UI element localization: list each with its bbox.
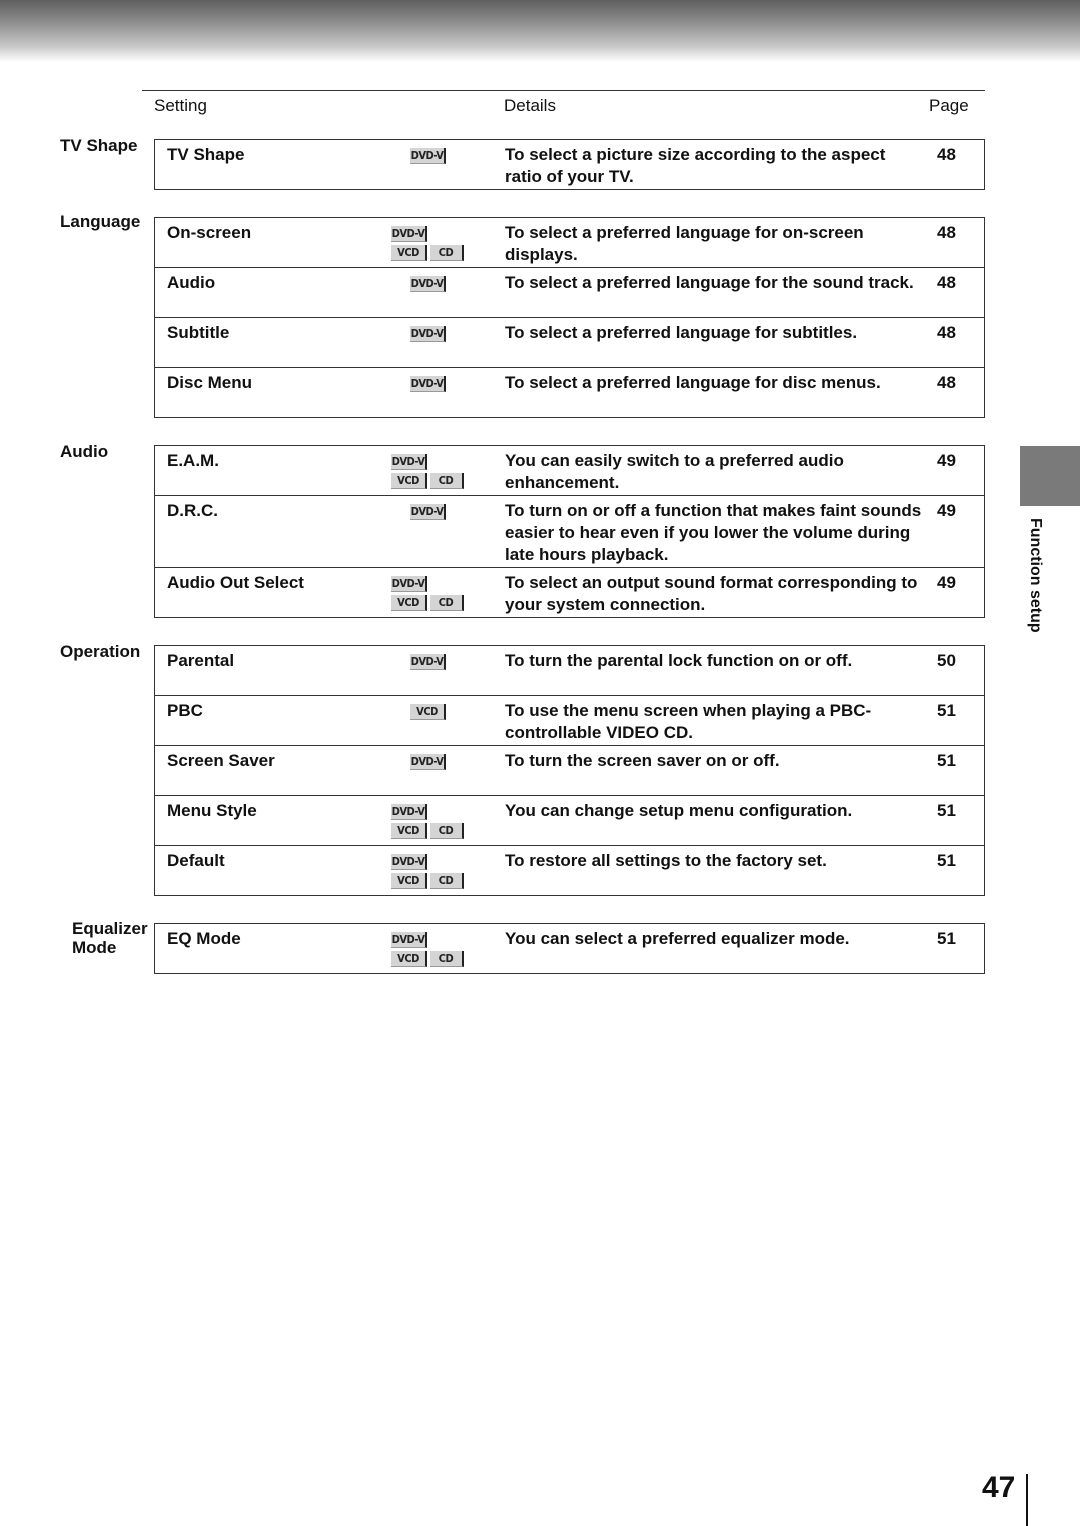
dvd-v-badge-icon: DVD-V bbox=[391, 226, 427, 242]
dvd-v-badge-icon: DVD-V bbox=[391, 804, 427, 820]
setting-detail: You can change setup menu configuration. bbox=[505, 801, 853, 820]
setting-detail: To turn the parental lock function on or off. bbox=[505, 651, 853, 670]
disc-badges bbox=[391, 704, 466, 744]
disc-badges bbox=[391, 654, 466, 694]
page-ref: 48 bbox=[937, 223, 956, 242]
setting-detail: You can easily switch to a preferred audio enhancement. bbox=[505, 451, 844, 492]
disc-badges bbox=[391, 276, 466, 316]
section-label-equalizer-line2: Mode bbox=[72, 938, 117, 957]
setting-name: Disc Menu bbox=[167, 373, 253, 392]
setting-name: Parental bbox=[167, 651, 235, 670]
section-label-tv-shape: TV Shape bbox=[60, 136, 138, 155]
section-label-equalizer-line1: Equalizer bbox=[72, 919, 148, 938]
disc-badges bbox=[391, 854, 466, 894]
column-header-setting: Setting bbox=[154, 96, 207, 115]
table-row bbox=[155, 446, 984, 495]
table-row bbox=[155, 495, 984, 567]
page-number: 47 bbox=[982, 1471, 1016, 1504]
page-ref: 48 bbox=[937, 145, 956, 164]
cd-badge-icon: CD bbox=[430, 595, 464, 611]
page-ref: 49 bbox=[937, 451, 956, 470]
dvd-v-badge-icon: DVD-V bbox=[410, 654, 446, 670]
column-header-details: Details bbox=[504, 96, 556, 115]
dvd-v-badge-icon: DVD-V bbox=[391, 576, 427, 592]
disc-badges bbox=[391, 576, 466, 616]
setting-detail: To select a picture size according to the aspect ratio of your TV. bbox=[505, 145, 886, 186]
page-ref: 50 bbox=[937, 651, 956, 670]
section-tab-marker bbox=[1020, 446, 1080, 506]
vcd-badge-icon: VCD bbox=[410, 704, 446, 720]
setting-detail: To select a preferred language for disc menus. bbox=[505, 373, 881, 392]
page-ref: 49 bbox=[937, 501, 956, 520]
table-row bbox=[155, 317, 984, 367]
page-ref: 48 bbox=[937, 273, 956, 292]
vcd-badge-icon: VCD bbox=[391, 473, 427, 489]
page-ref: 51 bbox=[937, 851, 956, 870]
disc-badges bbox=[391, 326, 466, 366]
setting-detail: To select a preferred language for the sound track. bbox=[505, 273, 914, 292]
setting-name: Screen Saver bbox=[167, 751, 275, 770]
setting-detail: To restore all settings to the factory set. bbox=[505, 851, 827, 870]
header-rule bbox=[142, 90, 985, 91]
setting-name: Audio Out Select bbox=[167, 573, 304, 592]
cd-badge-icon: CD bbox=[430, 873, 464, 889]
setting-detail: To use the menu screen when playing a PBC-controllable VIDEO CD. bbox=[505, 701, 872, 742]
table-row bbox=[155, 695, 984, 745]
section-table-tv-shape bbox=[154, 139, 985, 190]
setting-name: Subtitle bbox=[167, 323, 230, 342]
setting-detail: To select a preferred language for subtitles. bbox=[505, 323, 858, 342]
section-label-operation: Operation bbox=[60, 642, 141, 661]
setting-name: Audio bbox=[167, 273, 216, 292]
table-row bbox=[155, 845, 984, 895]
disc-badges bbox=[391, 804, 466, 844]
vcd-badge-icon: VCD bbox=[391, 823, 427, 839]
table-row bbox=[155, 795, 984, 845]
page-ref: 51 bbox=[937, 929, 956, 948]
vcd-badge-icon: VCD bbox=[391, 595, 427, 611]
dvd-v-badge-icon: DVD-V bbox=[391, 932, 427, 948]
setting-name: Menu Style bbox=[167, 801, 257, 820]
setting-name: On-screen bbox=[167, 223, 252, 242]
setting-detail: To select an output sound format corresponding to your system connection. bbox=[505, 573, 918, 614]
section-label-audio: Audio bbox=[60, 442, 109, 461]
table-row bbox=[155, 140, 984, 189]
disc-badges bbox=[391, 932, 466, 972]
setting-name: E.A.M. bbox=[167, 451, 219, 470]
disc-badges bbox=[391, 376, 466, 416]
cd-badge-icon: CD bbox=[430, 951, 464, 967]
page-number-rule bbox=[1026, 1474, 1028, 1526]
page-ref: 49 bbox=[937, 573, 956, 592]
page-ref: 48 bbox=[937, 323, 956, 342]
vcd-badge-icon: VCD bbox=[391, 873, 427, 889]
setting-name: D.R.C. bbox=[167, 501, 218, 520]
setting-name: Default bbox=[167, 851, 225, 870]
table-row bbox=[155, 745, 984, 795]
setting-name: PBC bbox=[167, 701, 203, 720]
dvd-v-badge-icon: DVD-V bbox=[410, 326, 446, 342]
section-table-operation bbox=[154, 645, 985, 896]
section-table-audio bbox=[154, 445, 985, 618]
dvd-v-badge-icon: DVD-V bbox=[410, 754, 446, 770]
table-row bbox=[155, 924, 984, 973]
section-label-language: Language bbox=[60, 212, 141, 231]
cd-badge-icon: CD bbox=[430, 823, 464, 839]
setting-detail: To turn on or off a function that makes faint sounds easier to hear even if you lower the volume during late hours playback. bbox=[505, 501, 922, 564]
section-table-language bbox=[154, 217, 985, 418]
table-row bbox=[155, 267, 984, 317]
dvd-v-badge-icon: DVD-V bbox=[391, 854, 427, 870]
page-ref: 51 bbox=[937, 701, 956, 720]
column-header-page: Page bbox=[929, 96, 969, 115]
disc-badges bbox=[391, 504, 466, 544]
disc-badges bbox=[391, 226, 466, 266]
cd-badge-icon: CD bbox=[430, 245, 464, 261]
dvd-v-badge-icon: DVD-V bbox=[410, 276, 446, 292]
setting-detail: You can select a preferred equalizer mode. bbox=[505, 929, 850, 948]
page-ref: 51 bbox=[937, 801, 956, 820]
table-row bbox=[155, 218, 984, 267]
table-row bbox=[155, 567, 984, 617]
page-ref: 48 bbox=[937, 373, 956, 392]
setting-name: TV Shape bbox=[167, 145, 245, 164]
dvd-v-badge-icon: DVD-V bbox=[410, 376, 446, 392]
cd-badge-icon: CD bbox=[430, 473, 464, 489]
page-ref: 51 bbox=[937, 751, 956, 770]
setting-name: EQ Mode bbox=[167, 929, 241, 948]
section-table-equalizer-mode bbox=[154, 923, 985, 974]
vcd-badge-icon: VCD bbox=[391, 245, 427, 261]
dvd-v-badge-icon: DVD-V bbox=[410, 504, 446, 520]
disc-badges bbox=[391, 454, 466, 494]
top-header-band bbox=[0, 0, 1080, 62]
table-row bbox=[155, 367, 984, 417]
setting-detail: To select a preferred language for on-screen displays. bbox=[505, 223, 864, 264]
dvd-v-badge-icon: DVD-V bbox=[391, 454, 427, 470]
table-row bbox=[155, 646, 984, 695]
dvd-v-badge-icon: DVD-V bbox=[410, 148, 446, 164]
setting-detail: To turn the screen saver on or off. bbox=[505, 751, 780, 770]
vcd-badge-icon: VCD bbox=[391, 951, 427, 967]
side-tab-label: Function setup bbox=[1027, 518, 1044, 633]
disc-badges bbox=[391, 148, 466, 188]
disc-badges bbox=[391, 754, 466, 794]
